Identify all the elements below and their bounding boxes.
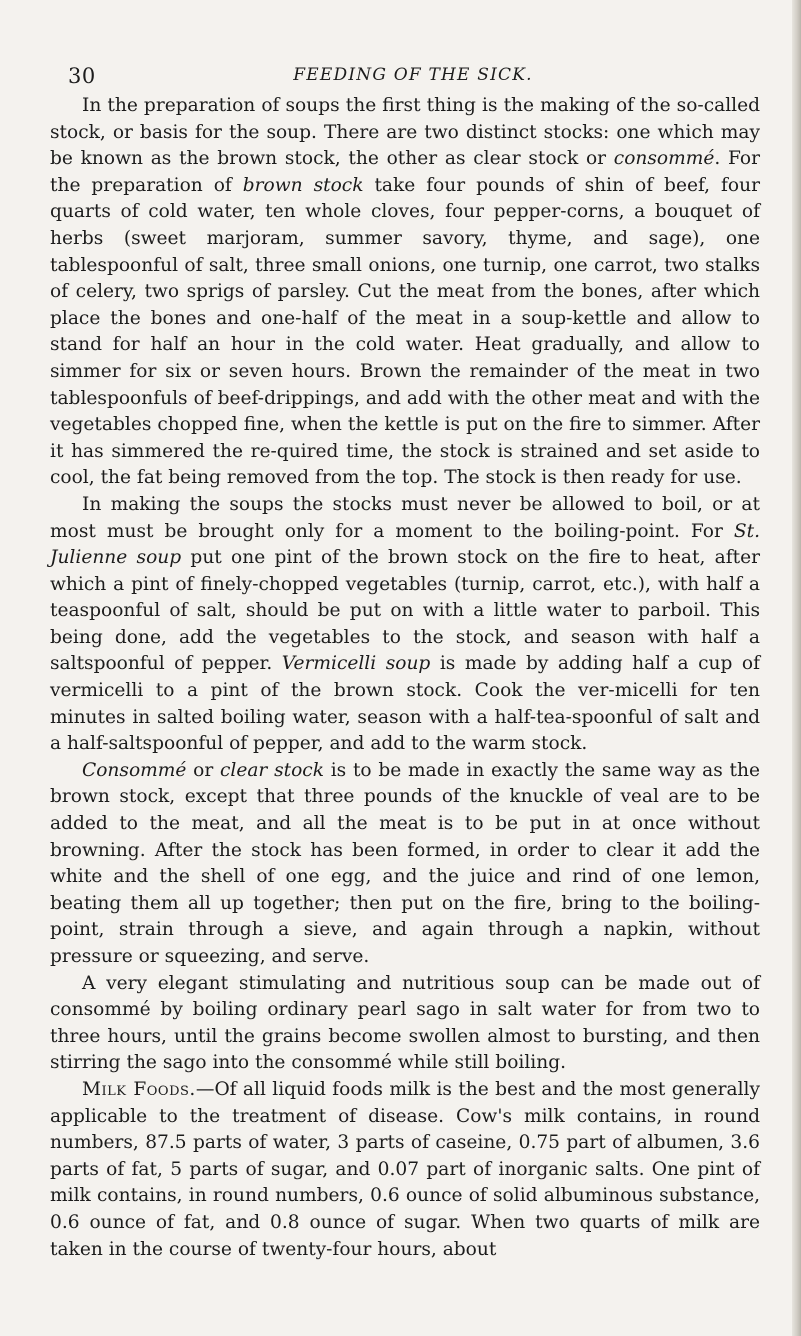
text-run: In the preparation of soups the first thing is the making of the so-called stock, or basis for the soup. There are two distinct stocks: one which may be known as the brown stock, the other as clear stock or bbox=[50, 95, 760, 170]
running-head bbox=[68, 64, 758, 88]
italic-term: brown stock bbox=[242, 174, 364, 196]
text-run: In making the soups the stocks must never be allowed to boil, or at most must be brought only for a moment to the boiling-point. For bbox=[50, 493, 760, 542]
italic-term: consommé bbox=[613, 148, 715, 170]
text-run: is made by adding half a cup of vermicelli to a pint of the brown stock. Cook the ver-micelli for ten minutes in salted boiling water, season with a half-tea-spoonful of salt and a half-saltspoonful of pepper, and add to the warm stock. bbox=[50, 653, 760, 755]
text-run: . For the preparation of bbox=[50, 148, 760, 196]
italic-term: Vermicelli soup bbox=[281, 653, 431, 675]
text-run: or bbox=[186, 759, 220, 781]
page-number: 30 bbox=[68, 64, 96, 88]
paragraph bbox=[50, 971, 760, 1077]
text-run: take four pounds of shin of beef, four quarts of cold water, ten whole cloves, four pepper-corns, a bouquet of herbs (sweet marjoram, summer savory, thyme, and sage), one tablespoonful of salt, three small onions, one turnip, one carrot, two stalks of celery, two sprigs of parsley. Cut the meat from the bones, after which place the bones and one-half of the meat in a soup-kettle and allow to stand for half an hour in the cold water. Heat gradually, and allow to simmer for six or seven hours. Brown the remainder of the meat in two tablespoonfuls of beef-drippings, and add with the other meat and with the vegetables chopped fine, when the kettle is put on the fire to simmer. After it has simmered the re-quired time, the stock is strained and set aside to cool, the fat being removed from the top. The stock is then ready for use. bbox=[50, 174, 760, 489]
paragraph bbox=[50, 492, 760, 758]
text-run: put one pint of the brown stock on the fire to heat, after which a pint of finely-chopped vegetables (turnip, carrot, etc.), with half a teaspoonful of salt, should be put on with a little water to parboil. This being done, add the vegetables to the stock, and season with half a saltspoonful of pepper. bbox=[50, 547, 760, 675]
paragraph bbox=[50, 758, 760, 971]
paragraph bbox=[50, 93, 760, 492]
italic-term: clear stock bbox=[219, 759, 324, 781]
body-text bbox=[50, 93, 760, 1263]
italic-term: St. Julienne soup bbox=[50, 520, 760, 569]
text-run: is to be made in exactly the same way as the brown stock, except that three pounds of the knuckle of veal are to be added to the meat, and all the meat is to be put in at once without browning. After the stock has been formed, in order to clear it add the white and the shell of one egg, and the juice and rind of one lemon, beating them all up together; then put on the fire, bring to the boiling-point, strain through a sieve, and again through a napkin, without pressure or squeezing, and serve. bbox=[50, 759, 760, 967]
text-run: A very elegant stimulating and nutritious soup can be made out of consommé by boiling ordinary pearl sago in salt water for from two to three hours, until the grains become swollen almost to bursting, and then stirring the sago into the consommé while still boiling. bbox=[50, 972, 760, 1074]
paragraph bbox=[50, 1077, 760, 1263]
section-heading: Milk Foods. bbox=[82, 1078, 196, 1100]
running-title: FEEDING OF THE SICK. bbox=[293, 65, 533, 85]
page-edge-shadow bbox=[792, 0, 801, 1336]
italic-term: Consommé bbox=[82, 759, 187, 781]
text-run: —Of all liquid foods milk is the best and the most generally applicable to the treatment of disease. Cow's milk contains, in round numbers, 87.5 parts of water, 3 parts of caseine, 0.75 part of albumen, 3.6 parts of fat, 5 parts of sugar, and 0.07 part of inorganic salts. One pint of milk contains, in round numbers, 0.6 ounce of solid albuminous substance, 0.6 ounce of fat, and 0.8 ounce of sugar. When two quarts of milk are taken in the course of twenty-four hours, about bbox=[50, 1078, 760, 1260]
